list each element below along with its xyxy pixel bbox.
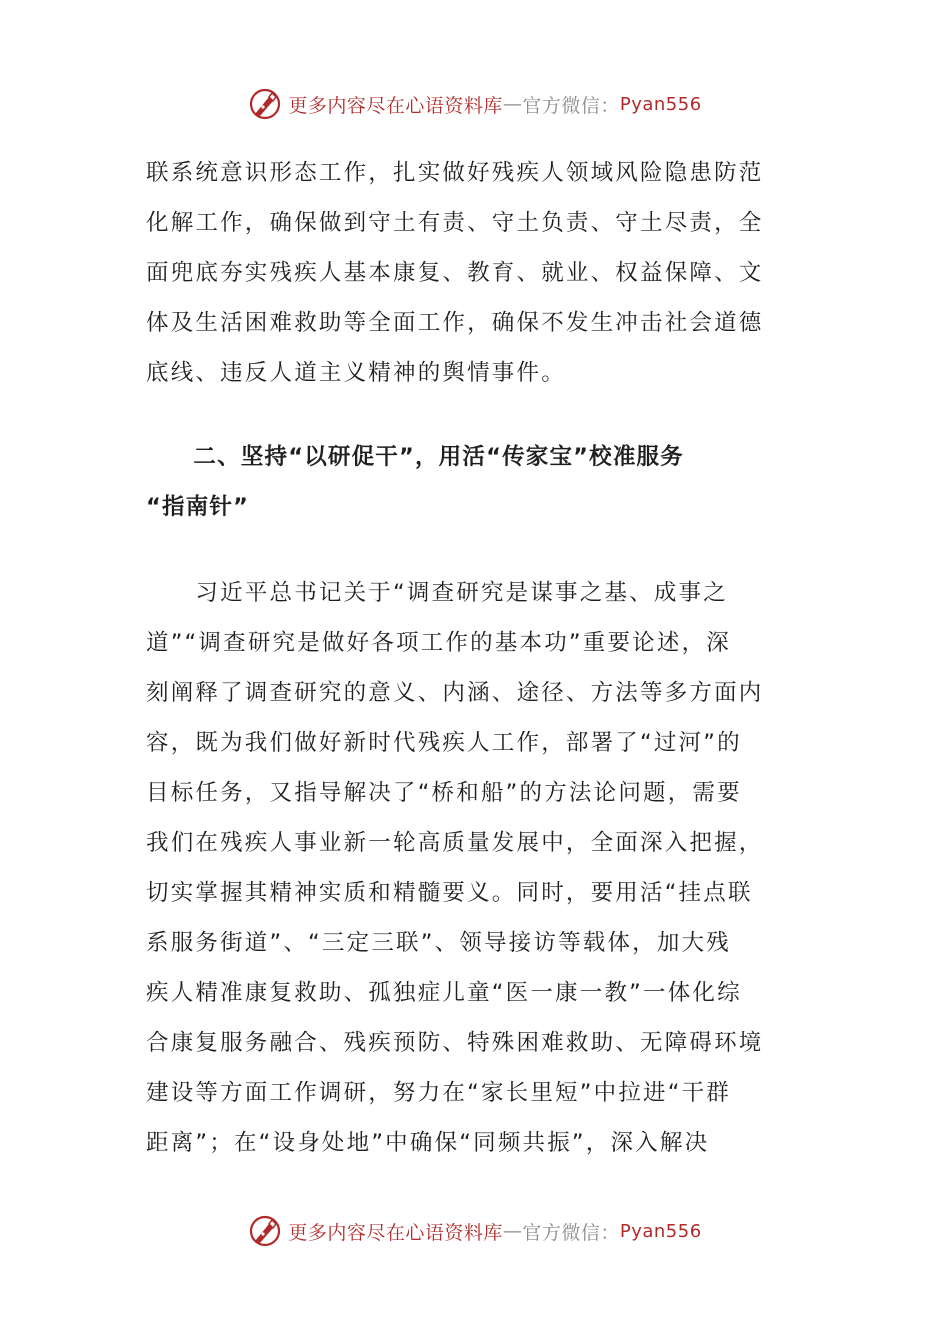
pen-nib-logo-icon (248, 87, 282, 121)
header-watermark (0, 84, 950, 124)
paragraph-1 (146, 148, 786, 398)
watermark-wechat-id: Pyan556 (619, 93, 702, 115)
text-line: 化解工作，确保做到守土有责、守土负责、守土尽责，全 (146, 210, 764, 236)
watermark-wechat-id: Pyan556 (619, 1220, 702, 1242)
watermark-label: 官方微信： (522, 1221, 620, 1244)
text-line: 体及生活困难救助等全面工作，确保不发生冲击社会道德 (146, 310, 764, 336)
text-line: 目标任务，又指导解决了“桥和船”的方法论问题，需要 (146, 780, 742, 806)
text-line: 面兜底夯实残疾人基本康复、教育、就业、权益保障、文 (146, 260, 764, 286)
text-line: 容，既为我们做好新时代残疾人工作，部署了“过河”的 (146, 730, 742, 756)
text-line: 疾人精准康复救助、孤独症儿童“医一康一教”一体化综 (146, 980, 742, 1006)
heading-line: “指南针” (146, 494, 250, 520)
watermark-label: 官方微信： (522, 94, 620, 117)
paragraph-2 (146, 568, 786, 1168)
text-line: 联系统意识形态工作，扎实做好残疾人领域风险隐患防范 (146, 160, 764, 186)
text-line: 系服务街道”、“三定三联”、领导接访等载体，加大残 (146, 930, 731, 956)
text-line: 合康复服务融合、残疾预防、特殊困难救助、无障碍环境 (146, 1030, 764, 1056)
watermark-separator: — (502, 93, 523, 115)
heading-line: 二、坚持“以研促干”，用活“传家宝”校准服务 (146, 444, 684, 470)
section-heading (146, 432, 786, 532)
text-line: 底线、违反人道主义精神的舆情事件。 (146, 360, 566, 386)
watermark-separator: — (502, 1220, 523, 1242)
footer-watermark (0, 1211, 950, 1251)
text-line: 我们在残疾人事业新一轮高质量发展中，全面深入把握， (146, 830, 764, 856)
text-line: 道”“调查研究是做好各项工作的基本功”重要论述，深 (146, 630, 731, 656)
text-line: 建设等方面工作调研，努力在“家长里短”中拉进“干群 (146, 1080, 731, 1106)
pen-nib-logo-icon (248, 1214, 282, 1248)
text-line: 习近平总书记关于“调查研究是谋事之基、成事之 (146, 580, 728, 606)
text-line: 距离”；在“设身处地”中确保“同频共振”，深入解决 (146, 1130, 710, 1156)
text-line: 刻阐释了调查研究的意义、内涵、途径、方法等多方面内 (146, 680, 764, 706)
watermark-main-text: 更多内容尽在心语资料库 (288, 1221, 503, 1244)
watermark-main-text: 更多内容尽在心语资料库 (288, 94, 503, 117)
text-line: 切实掌握其精神实质和精髓要义。同时，要用活“挂点联 (146, 880, 753, 906)
